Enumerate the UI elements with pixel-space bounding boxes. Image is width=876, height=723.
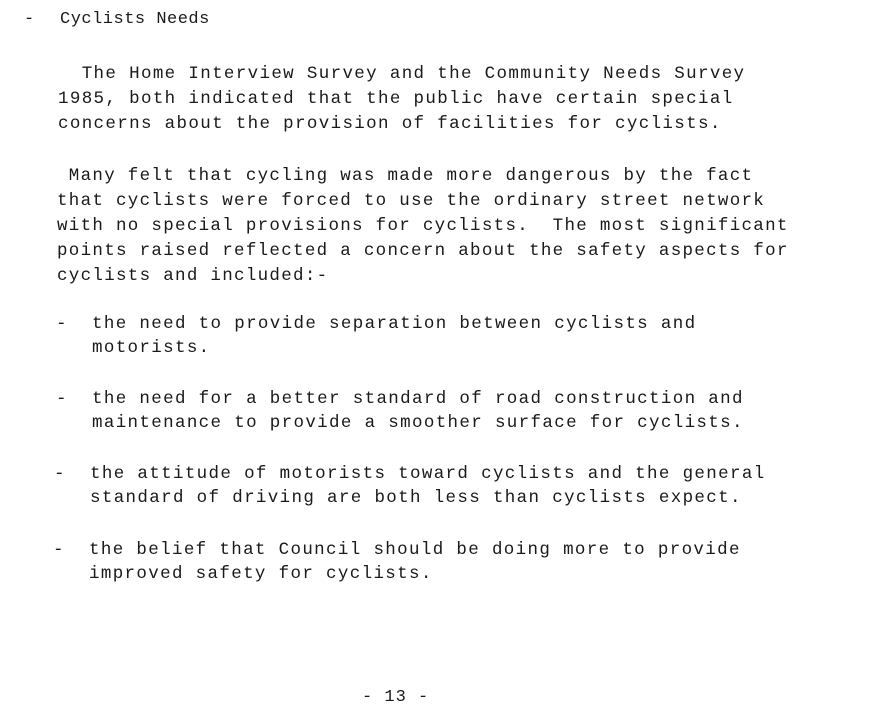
paragraph-concerns [57,164,789,289]
paragraph-line: Many felt that cycling was made more dangerous by the fact [57,166,754,186]
bullet-text [92,387,744,435]
bullet-dash: - [56,314,68,334]
section-heading [24,10,210,29]
bullet-text [90,462,766,510]
bullet-line: the need to provide separation between cyclists and [92,314,697,334]
bullet-dash: - [56,389,68,409]
paragraph-line: concerns about the provision of facilities for cyclists. [58,114,722,134]
bullet-line: improved safety for cyclists. [89,564,433,584]
bullet-dash: - [53,540,65,560]
bullet-line: maintenance to provide a smoother surface for cyclists. [92,413,744,433]
bullet-line: the belief that Council should be doing more to provide [89,540,741,560]
paragraph-survey [58,62,745,137]
paragraph-line: that cyclists were forced to use the ordinary street network [57,191,766,211]
bullet-line: the need for a better standard of road construction and [92,389,744,409]
bullet-line: the attitude of motorists toward cyclists and the general [90,464,766,484]
paragraph-line: cyclists and included:- [57,266,329,286]
paragraph-line: with no special provisions for cyclists. The most significant [57,216,789,236]
heading-dash: - [24,10,35,29]
bullet-text [92,312,696,360]
paragraph-line: points raised reflected a concern about the safety aspects for [57,241,789,261]
paragraph-line: The Home Interview Survey and the Community Needs Survey [58,64,746,84]
heading-title: Cyclists Needs [60,10,210,29]
paragraph-line: 1985, both indicated that the public have certain special [58,89,734,109]
page-number: - 13 - [362,688,430,707]
bullet-line: motorists. [92,338,211,358]
bullet-dash: - [54,464,66,484]
bullet-text [89,538,741,586]
bullet-line: standard of driving are both less than cyclists expect. [90,488,742,508]
